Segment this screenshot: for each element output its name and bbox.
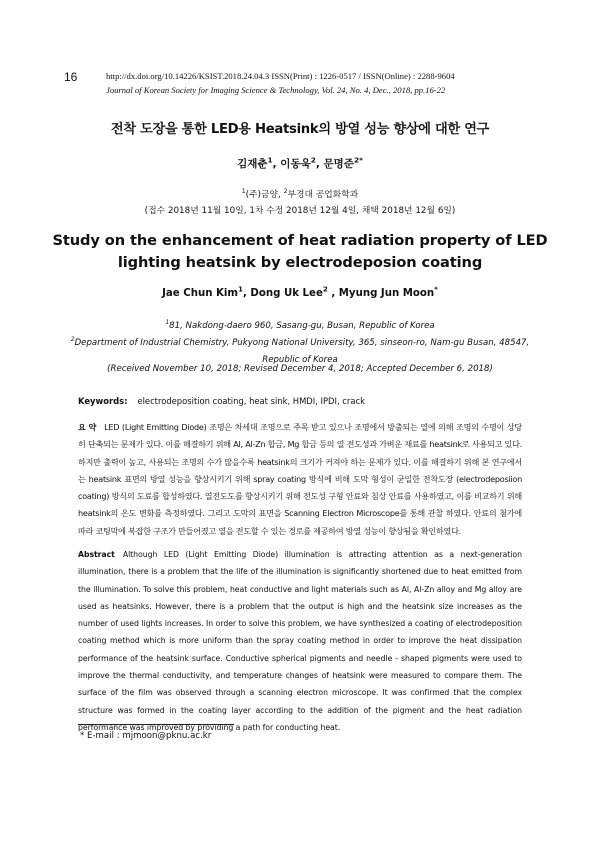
affil-mark: 2: [283, 188, 288, 196]
author-name: Myung Jun Moon: [338, 288, 435, 299]
affil-mark: 1: [241, 188, 246, 196]
author-name: Jae Chun Kim: [162, 288, 239, 299]
author-name: Dong Uk Lee: [250, 288, 323, 299]
author-name: 문명준: [323, 158, 354, 170]
corresponding-email-footnote: * E-mail : mjmoon@pknu.ac.kr: [80, 731, 212, 741]
korean-abstract-label: 요 약: [78, 422, 97, 432]
affil-text: 부경대 공업화학과: [287, 190, 359, 200]
keywords-text: electrodeposition coating, heat sink, HMDI, IPDI, crack: [137, 396, 365, 406]
author-affil-mark: *: [434, 284, 438, 294]
journal-citation-line: Journal of Korean Society for Imaging Science & Technology, Vol. 24, No. 4, Dec., 2018, pp.16-22: [106, 85, 446, 95]
author-affil-mark: 2*: [353, 155, 363, 165]
affil-mark: 2: [70, 336, 75, 344]
author-affil-mark: 2: [322, 284, 328, 294]
korean-affiliations: [0, 187, 600, 200]
author-name: 김재춘: [237, 158, 268, 170]
korean-authors: 김재춘$^1$, 이동욱$^2$, 문명준$^{2*}$: [237, 155, 363, 170]
english-abstract: [78, 546, 522, 736]
affil-mark: 1: [165, 319, 170, 327]
english-title: Study on the enhancement of heat radiation property of LED lighting heatsink by electrodeposion coating: [52, 232, 548, 271]
english-received-dates: (Received November 10, 2018; Revised December 4, 2018; Accepted December 6, 2018): [107, 364, 493, 374]
footnote-divider: [78, 724, 234, 725]
affiliation-1: [70, 318, 530, 335]
keywords-label: Keywords:: [78, 396, 128, 406]
affil-text: Department of Industrial Chemistry, Pukyong National University, 365, sinseon-ro, Nam-gu Busan, 48547, Republic of Korea: [74, 338, 530, 365]
author-affil-mark: 2: [310, 155, 316, 165]
author-affil-mark: 1: [238, 284, 243, 294]
doi-issn-line: http://dx.doi.org/10.14226/KSIST.2018.24.04.3 ISSN(Print) : 1226-0517 / ISSN(Online) : 2288-9604: [106, 71, 455, 81]
affil-text: (주)금양,: [245, 190, 284, 200]
english-abstract-text: Although LED (Light Emitting Diode) illumination is attracting attention as a next-generation illumination, there is a problem that the life of the illumination is significantly shortened due to heat emitted from the illumination. To solve this problem, heat conductive and light materials such as Al, Al-Zn alloy and Mg alloy are used as heatsinks. However, there is a problem that the output is high and the heatsink size increases as the number of used lights increases. In order to solve this problem, we have synthesized a coating of electrodeposition coating method which is more uniform than the spray coating method in order to improve the heat dissipation performance of the heatsink surface. Conductive spherical pigments and needle - shaped pigments were used to improve the thermal conductivity, and temperature changes of heatsink were measured to compare them. The surface of the film was observed through a scanning electron microscope. It was confirmed that the complex structure was formed in the coating layer according to the addition of the pigment and the heat radiation performance was improved by providing a path for conducting heat.: [78, 550, 522, 732]
page-number: 16: [64, 70, 78, 84]
keywords: [78, 396, 365, 406]
english-authors: Jae Chun Kim$^1$, Dong Uk Lee$^2$ , Myung Jun Moon*: [162, 284, 438, 299]
affil-text: 81, Nakdong-daero 960, Sasang-gu, Busan, Republic of Korea: [169, 321, 435, 331]
author-name: 이동욱: [280, 158, 311, 170]
korean-received-dates: (접수 2018년 11월 10일, 1차 수정 2018년 12월 4일, 채택 2018년 12월 6일): [144, 206, 456, 216]
korean-abstract: [78, 419, 522, 540]
english-abstract-label: Abstract: [78, 550, 115, 559]
korean-title: 전착 도장을 통한 LED용 Heatsink의 방열 성능 향상에 대한 연구: [110, 122, 490, 137]
korean-abstract-text: LED (Light Emitting Diode) 조명은 차세대 조명으로 주목 받고 있으나 조명에서 방출되는 열에 의해 조명의 수명이 상당히 단축되는 문제가 있다. 이를 해결하기 위해 Al, Al-Zn 합금, Mg 합금 등의 열 전도성과 가벼운 재료를 heatsink로 사용되고 있다. 하지만 출력이 높고, 사용되는 조명의 수가 많을수록 heatsink의 크기가 커져야 하는 문제가 있다. 이를 해결하기 위해 본 연구에서는 heatsink 표면의 방열 성능을 향상시키기 위해 spray coating 방식에 비해 도막 형성이 균일한 전착도장 (electrodeposiion coating) 방식의 도료를 합성하였다. 열전도도를 향상시키기 위해 전도성 구형 안료와 침상 안료를 사용하였고, 이를 비교하기 위해 heatsink의 온도 변화를 측정하였다. 그리고 도막의 표면을 Scanning Electron Microscope를 통해 관찰 하였다. 안료의 첨가에 따라 코팅막에 복잡한 구조가 만들어졌고 열을 전도할 수 있는 경로를 제공하여 방열 성능이 향상됨을 확인하였다.: [78, 422, 522, 536]
author-affil-mark: 1: [267, 155, 273, 165]
english-affiliations: [70, 318, 530, 369]
